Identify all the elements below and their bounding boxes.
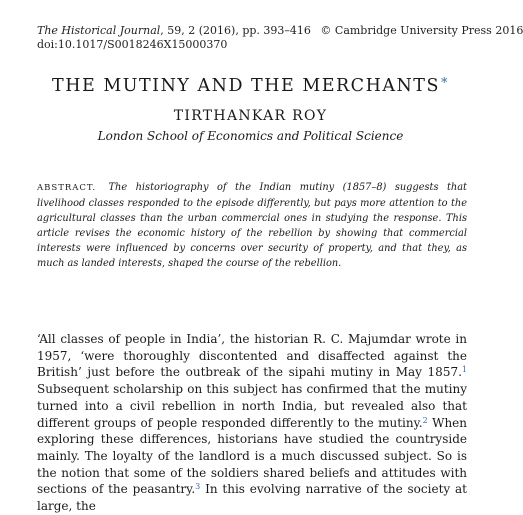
journal-citation: , 59, 2 (2016), pp. 393–416 — [160, 24, 311, 37]
author-affiliation: London School of Economics and Political Science — [97, 129, 404, 143]
title-footnote-marker[interactable]: * — [440, 76, 449, 91]
abstract-label: ABSTRACT. — [37, 183, 97, 193]
footnote-ref-1[interactable]: 1 — [461, 365, 467, 375]
footnote-ref-2[interactable]: 2 — [422, 415, 428, 425]
journal-citation-line — [37, 24, 523, 38]
body-text-segment: Subsequent scholarship on this subject has confirmed that the mutiny turned into a civil rebellion in north India, but revealed also that different groups of people responded differently to the mutiny. — [37, 382, 467, 430]
footnote-ref-3[interactable]: 3 — [195, 482, 201, 492]
body-paragraph — [37, 331, 467, 515]
article-title: THE MUTINY AND THE MERCHANTS — [52, 76, 440, 96]
article-title-block — [0, 72, 501, 98]
copyright-notice: © Cambridge University Press 2016 — [320, 24, 523, 37]
abstract — [37, 180, 467, 271]
journal-name: The Historical Journal — [37, 24, 161, 37]
author-name: TIRTHANKAR ROY — [173, 108, 328, 124]
body-text-segment: When exploring these differences, historians have studied the countryside mainly. The loyalty of the landlord is a much discussed subject. So is the notion that some of the soldiers shared beliefs and attitudes with sections of the peasantry. — [37, 415, 468, 497]
body-text-segment: In this evolving narrative of the society at large, the — [37, 482, 467, 514]
abstract-text: The historiography of the Indian mutiny (1857–8) suggests that livelihood classes responded to the episode differently, but pays more attention to the agricultural classes than the urban commercial ones in studying the response. This article revises the economic history of the rebellion by showing that commercial interests were influenced by concerns over security of property, and that they, as much as landed interests, shaped the course of the rebellion. — [37, 182, 467, 269]
body-text-segment: ‘All classes of people in India’, the historian R. C. Majumdar wrote in 1957, ‘were thoroughly discontented and disaffected against the British’ just before the outbreak of the sipahi mutiny in May 1857. — [37, 332, 467, 380]
doi[interactable]: doi:10.1017/S0018246X15000370 — [37, 38, 228, 51]
